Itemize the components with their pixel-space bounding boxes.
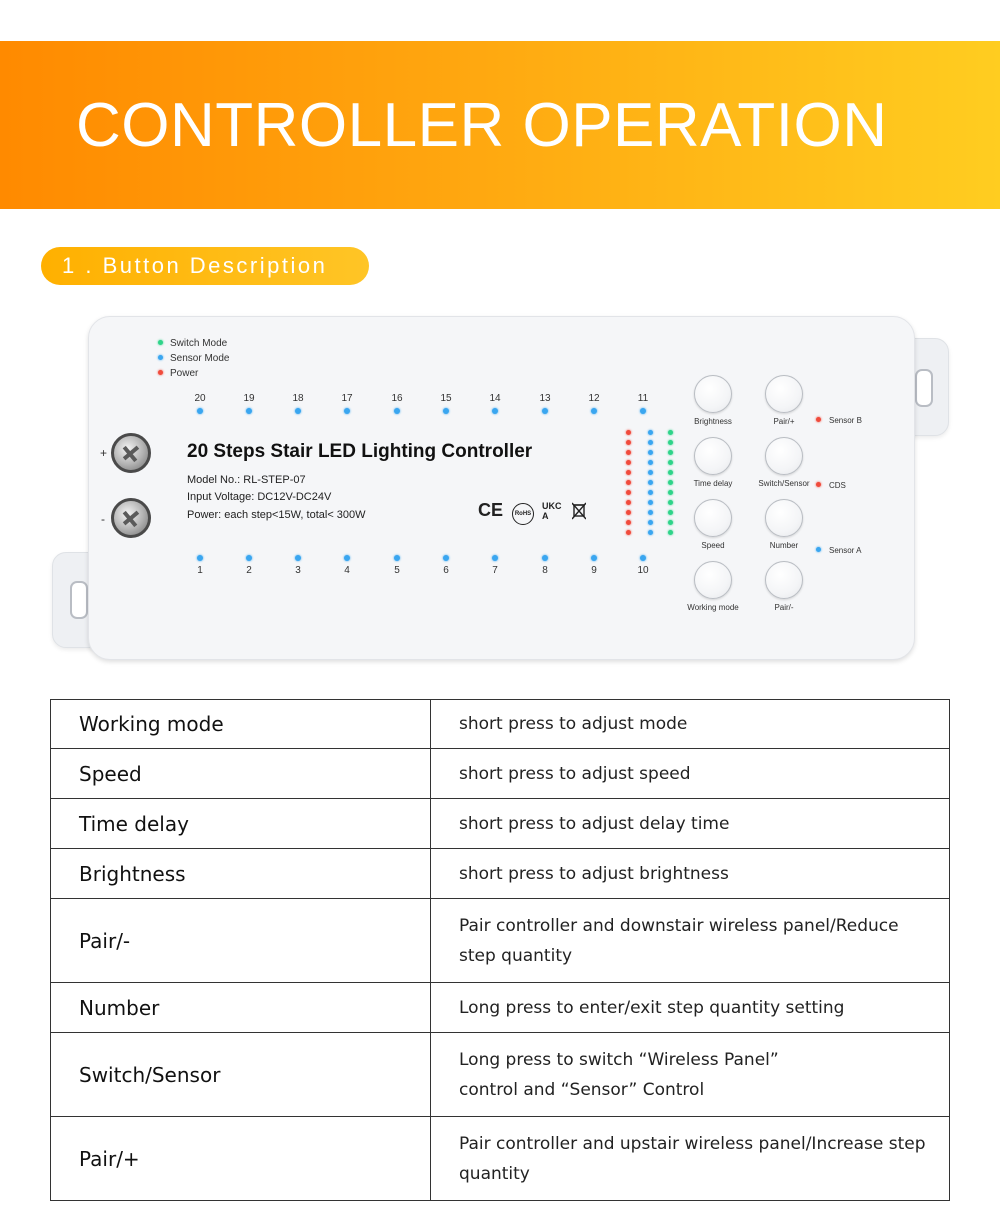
terminal-plus-label: + xyxy=(100,446,108,460)
button-name-cell: Speed xyxy=(51,749,431,799)
table-row xyxy=(51,749,950,799)
input-voltage: Input Voltage: DC12V-DC24V xyxy=(187,491,332,503)
step-led xyxy=(246,555,252,561)
button-description-table xyxy=(50,699,950,1201)
step-led xyxy=(344,555,350,561)
table-row xyxy=(51,983,950,1033)
step-led xyxy=(344,408,350,414)
speed-button[interactable] xyxy=(678,499,748,550)
step-number: 12 xyxy=(588,393,600,404)
status-led xyxy=(626,530,631,535)
step-indicator-top xyxy=(628,393,658,414)
step-number: 8 xyxy=(542,565,548,576)
step-number: 11 xyxy=(637,393,649,404)
status-led xyxy=(668,520,673,525)
table-row xyxy=(51,899,950,983)
step-led xyxy=(197,408,203,414)
button-name-cell: Pair/+ xyxy=(51,1117,431,1201)
rohs-mark: RoHS xyxy=(512,503,534,525)
status-led xyxy=(648,480,653,485)
step-led xyxy=(443,555,449,561)
status-led xyxy=(648,430,653,435)
status-led xyxy=(626,430,631,435)
step-number: 17 xyxy=(341,393,353,404)
step-indicator-top xyxy=(579,393,609,414)
terminal-screw-plus xyxy=(111,433,151,473)
status-led xyxy=(626,440,631,445)
legend-led xyxy=(158,370,163,375)
step-led xyxy=(591,408,597,414)
step-indicator-top xyxy=(382,393,412,414)
button-name-cell: Working mode xyxy=(51,700,431,749)
cds-led xyxy=(816,482,821,487)
function-line: short press to adjust brightness xyxy=(459,863,729,884)
status-led xyxy=(626,460,631,465)
button-name-cell: Switch/Sensor xyxy=(51,1033,431,1117)
time-delay-button-cap[interactable] xyxy=(694,437,732,475)
sensor-b-indicator xyxy=(816,416,862,425)
status-led xyxy=(626,480,631,485)
table-row xyxy=(51,799,950,849)
status-led xyxy=(648,440,653,445)
pair-minus-label: Pair/- xyxy=(774,603,794,612)
pair-minus-button-cap[interactable] xyxy=(765,561,803,599)
status-led xyxy=(668,470,673,475)
step-led xyxy=(542,555,548,561)
step-number: 13 xyxy=(539,393,551,404)
terminal-minus-label: - xyxy=(101,512,105,526)
status-led xyxy=(668,490,673,495)
product-title: 20 Steps Stair LED Lighting Controller xyxy=(187,441,533,462)
model-number: Model No.: RL-STEP-07 xyxy=(187,474,306,486)
status-led xyxy=(626,470,631,475)
step-indicator-top xyxy=(185,393,215,414)
step-number: 5 xyxy=(394,565,400,576)
step-led xyxy=(394,555,400,561)
status-led xyxy=(626,520,631,525)
step-led xyxy=(246,408,252,414)
number-button[interactable] xyxy=(749,499,819,550)
step-indicator-bottom xyxy=(628,555,658,576)
step-indicator-top xyxy=(431,393,461,414)
step-number: 7 xyxy=(492,565,498,576)
page-title: CONTROLLER OPERATION xyxy=(76,91,888,160)
step-led xyxy=(591,555,597,561)
status-led xyxy=(648,460,653,465)
sensor-b-led xyxy=(816,417,821,422)
working-mode-button[interactable] xyxy=(678,561,748,612)
function-line: step quantity xyxy=(459,945,573,966)
step-number: 10 xyxy=(637,565,649,576)
step-led xyxy=(640,555,646,561)
pair-minus-button[interactable] xyxy=(749,561,819,612)
status-led xyxy=(668,430,673,435)
table-row xyxy=(51,1033,950,1117)
status-led xyxy=(626,490,631,495)
step-led xyxy=(394,408,400,414)
brightness-button-cap[interactable] xyxy=(694,375,732,413)
step-led xyxy=(640,408,646,414)
step-number: 20 xyxy=(194,393,206,404)
step-indicator-bottom xyxy=(579,555,609,576)
step-indicator-top xyxy=(332,393,362,414)
step-number: 15 xyxy=(440,393,452,404)
legend-item xyxy=(158,353,229,364)
number-label: Number xyxy=(769,541,799,550)
step-led xyxy=(197,555,203,561)
function-line: control and “Sensor” Control xyxy=(459,1079,705,1100)
step-number: 6 xyxy=(443,565,449,576)
speed-button-cap[interactable] xyxy=(694,499,732,537)
working-mode-button-cap[interactable] xyxy=(694,561,732,599)
brightness-label: Brightness xyxy=(694,417,732,426)
controller-diagram xyxy=(50,316,950,662)
function-line: short press to adjust mode xyxy=(459,714,688,734)
status-led xyxy=(668,450,673,455)
step-indicator-bottom xyxy=(234,555,264,576)
legend-led xyxy=(158,340,163,345)
button-function-cell xyxy=(431,799,950,849)
step-indicator-bottom xyxy=(382,555,412,576)
button-function-cell xyxy=(431,899,950,983)
ce-mark: CE xyxy=(478,500,504,520)
step-number: 3 xyxy=(295,565,301,576)
function-line: Long press to enter/exit step quantity setting xyxy=(459,997,845,1018)
speed-label: Speed xyxy=(701,541,725,550)
status-led xyxy=(648,510,653,515)
legend-item xyxy=(158,368,198,379)
step-led xyxy=(542,408,548,414)
switch-sensor-label: Switch/Sensor xyxy=(758,479,810,488)
button-function-cell xyxy=(431,983,950,1033)
step-indicator-bottom xyxy=(185,555,215,576)
button-description-rows xyxy=(51,700,950,1201)
cds-indicator xyxy=(816,481,846,490)
table-row xyxy=(51,849,950,899)
function-line: Long press to switch “Wireless Panel” xyxy=(459,1049,779,1070)
button-name-cell: Time delay xyxy=(51,799,431,849)
step-number: 16 xyxy=(391,393,403,404)
button-function-cell xyxy=(431,1117,950,1201)
step-number: 1 xyxy=(197,565,203,576)
button-function-cell xyxy=(431,849,950,899)
function-line: short press to adjust speed xyxy=(459,763,691,784)
step-number: 2 xyxy=(246,565,252,576)
status-led xyxy=(648,490,653,495)
step-indicator-top xyxy=(480,393,510,414)
status-led xyxy=(668,480,673,485)
step-indicator-bottom xyxy=(283,555,313,576)
status-led xyxy=(648,500,653,505)
legend-label: Power xyxy=(170,368,199,379)
step-indicator-bottom xyxy=(530,555,560,576)
pair-plus-label: Pair/+ xyxy=(773,417,795,426)
step-number: 19 xyxy=(243,393,255,404)
section-label: 1 . Button Description xyxy=(41,247,369,285)
step-indicator-bottom xyxy=(480,555,510,576)
cds-label: CDS xyxy=(829,481,846,490)
switch-sensor-button[interactable] xyxy=(749,437,819,488)
step-led xyxy=(295,408,301,414)
status-led xyxy=(626,510,631,515)
button-name-cell: Pair/- xyxy=(51,899,431,983)
switch-sensor-button-cap[interactable] xyxy=(765,437,803,475)
status-led xyxy=(668,530,673,535)
step-indicator-bottom xyxy=(332,555,362,576)
sensor-a-indicator xyxy=(816,546,861,555)
function-line: quantity xyxy=(459,1163,530,1184)
button-function-cell xyxy=(431,700,950,749)
step-led xyxy=(492,408,498,414)
pair-plus-button-cap[interactable] xyxy=(765,375,803,413)
button-name-cell: Number xyxy=(51,983,431,1033)
button-name-cell: Brightness xyxy=(51,849,431,899)
status-led xyxy=(668,440,673,445)
time-delay-button[interactable] xyxy=(678,437,748,488)
step-indicator-top xyxy=(234,393,264,414)
function-line: short press to adjust delay time xyxy=(459,813,730,834)
step-indicator-bottom xyxy=(431,555,461,576)
step-led xyxy=(443,408,449,414)
power-rating: Power: each step<15W, total< 300W xyxy=(187,509,366,521)
status-led xyxy=(668,500,673,505)
legend-led xyxy=(158,355,163,360)
button-function-cell xyxy=(431,1033,950,1117)
function-line: Pair controller and downstair wireless panel/Reduce xyxy=(459,915,899,936)
status-led xyxy=(648,450,653,455)
table-row xyxy=(51,1117,950,1201)
step-number: 9 xyxy=(591,565,597,576)
weee-bin-icon xyxy=(572,502,586,520)
step-indicator-top xyxy=(530,393,560,414)
step-indicator-top xyxy=(283,393,313,414)
step-number: 18 xyxy=(292,393,304,404)
ukca-mark: UKCA xyxy=(542,501,562,521)
sensor-b-label: Sensor B xyxy=(829,416,862,425)
table-row xyxy=(51,700,950,749)
working-mode-label: Working mode xyxy=(687,603,739,612)
step-number: 4 xyxy=(344,565,350,576)
legend-label: Sensor Mode xyxy=(170,353,230,364)
sensor-a-label: Sensor A xyxy=(829,546,862,555)
terminal-screw-minus xyxy=(111,498,151,538)
status-led xyxy=(626,500,631,505)
status-led xyxy=(668,510,673,515)
legend-label: Switch Mode xyxy=(170,338,228,349)
brightness-button[interactable] xyxy=(678,375,748,426)
status-led xyxy=(648,470,653,475)
status-led xyxy=(648,520,653,525)
pair-plus-button[interactable] xyxy=(749,375,819,426)
sensor-a-led xyxy=(816,547,821,552)
status-led xyxy=(648,530,653,535)
number-button-cap[interactable] xyxy=(765,499,803,537)
step-led xyxy=(492,555,498,561)
step-number: 14 xyxy=(489,393,501,404)
status-led xyxy=(668,460,673,465)
legend-item xyxy=(158,338,227,349)
status-led xyxy=(626,450,631,455)
button-function-cell xyxy=(431,749,950,799)
time-delay-label: Time delay xyxy=(693,479,733,488)
step-led xyxy=(295,555,301,561)
function-line: Pair controller and upstair wireless panel/Increase step xyxy=(459,1133,926,1154)
